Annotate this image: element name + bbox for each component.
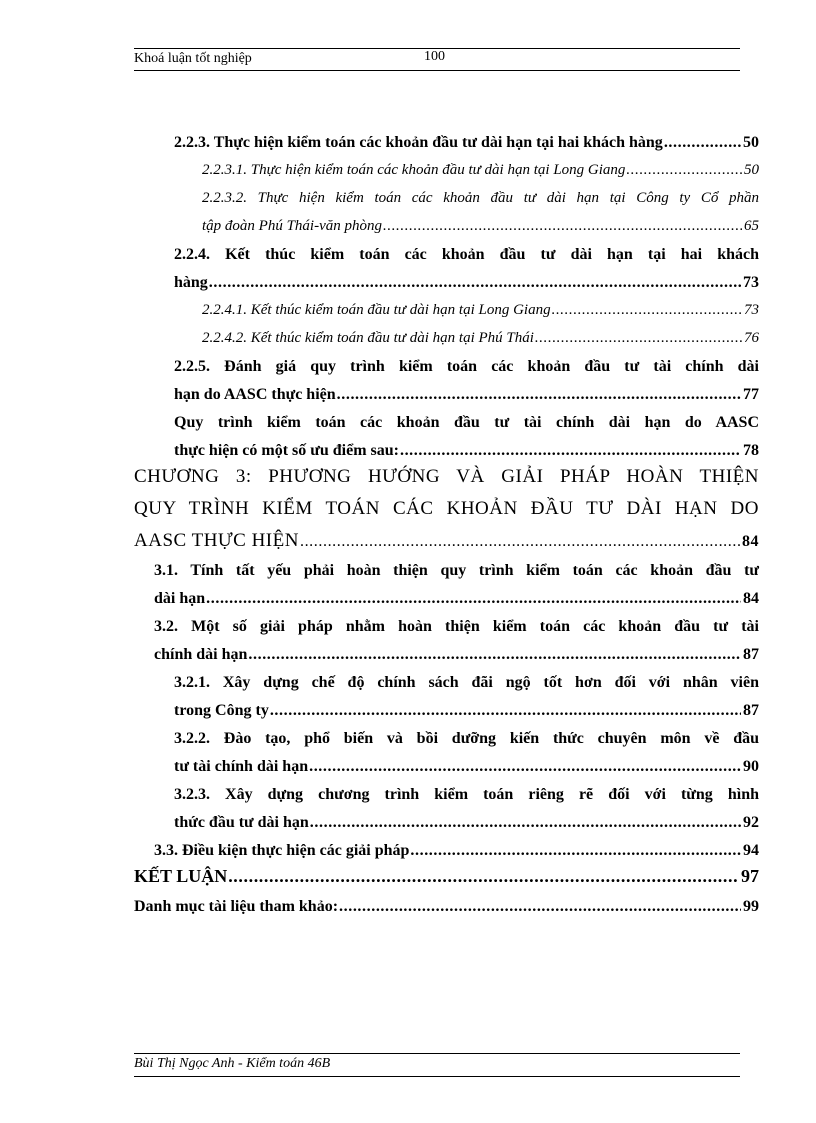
toc-leader-dots [339,898,741,916]
toc-entry-text: 2.2.3. Thực hiện kiểm toán các khoản đầu tư dài hạn tại hai khách hàng [174,134,663,151]
toc-entry-text: thực hiện có một số ưu điểm sau: [174,442,399,459]
toc-entry-text: hàng [174,274,208,291]
toc-entry-3-2-2-line1[interactable]: 3.2.2. Đào tạo, phổ biến và bồi dưỡng kiến thức chuyên môn về đầu [174,730,759,747]
toc-leader-dots [228,866,739,887]
toc-page-number: 94 [743,842,759,859]
toc-leader-dots [206,590,741,608]
toc-leader-dots [270,702,741,720]
toc-page-number: 99 [743,898,759,915]
toc-leader-dots [209,274,741,292]
toc-page-number: 84 [743,590,759,607]
toc-page-number: 73 [744,302,759,318]
toc-page-number: 78 [743,442,759,459]
toc-page-number: 50 [743,134,759,151]
toc-entry-text: chính dài hạn [154,646,248,663]
toc-entry-3-3[interactable] [154,842,759,860]
toc-entry-text: 3.3. Điều kiện thực hiện các giải pháp [154,842,410,859]
toc-entry-tai-lieu-tham-khao[interactable] [134,898,759,916]
toc-entry-2-2-3-2-line2[interactable] [202,218,759,235]
toc-entry-3-2-1-line2[interactable] [174,702,759,720]
toc-entry-text: 2.2.4.2. Kết thúc kiểm toán đầu tư dài hạn tại Phú Thái [202,330,534,346]
toc-leader-dots [626,162,742,179]
header-rule-bottom [134,70,740,71]
toc-page-number: 84 [742,533,759,550]
toc-entry-3-2-2-line2[interactable] [174,758,759,776]
toc-page-number: 77 [743,386,759,403]
toc-page-number: 76 [744,330,759,346]
toc-leader-dots [383,218,742,235]
toc-entry-text: 2.2.4.1. Kết thúc kiểm toán đầu tư dài hạn tại Long Giang [202,302,551,318]
toc-page-number: 87 [743,702,759,719]
footer-author: Bùi Thị Ngọc Anh - Kiểm toán 46B [134,1056,331,1071]
toc-entry-text: 2.2.3.1. Thực hiện kiểm toán các khoản đầu tư dài hạn tại Long Giang [202,162,626,178]
toc-leader-dots [410,842,741,860]
toc-entry-text: AASC THỰC HIỆN [134,530,299,551]
toc-page-number: 90 [743,758,759,775]
toc-entry-3-2-3-line1[interactable]: 3.2.3. Xây dựng chương trình kiểm toán riêng rẽ đối với từng hình [174,786,759,803]
toc-entry-3-1-line2[interactable] [154,590,759,608]
toc-leader-dots [535,330,742,347]
toc-entry-3-2-1-line1[interactable]: 3.2.1. Xây dựng chế độ chính sách đãi ngộ tốt hơn đối với nhân viên [174,674,759,691]
toc-leader-dots [337,386,741,404]
toc-entry-3-1-line1[interactable]: 3.1. Tính tất yếu phải hoàn thiện quy trình kiểm toán các khoản đầu tư [154,562,759,579]
toc-entry-uu-diem-line2[interactable] [174,442,759,460]
toc-entry-3-2-line2[interactable] [154,646,759,664]
toc-entry-ket-luan[interactable] [134,866,759,887]
toc-page-number: 92 [743,814,759,831]
toc-entry-text: thức đầu tư dài hạn [174,814,309,831]
toc-entry-2-2-4-line1[interactable]: 2.2.4. Kết thúc kiểm toán các khoản đầu tư dài hạn tại hai khách [174,246,759,263]
toc-entry-uu-diem-line1[interactable]: Quy trình kiểm toán các khoản đầu tư tài chính dài hạn do AASC [174,414,759,431]
footer-rule-bottom [134,1076,740,1077]
toc-entry-2-2-5-line1[interactable]: 2.2.5. Đánh giá quy trình kiểm toán các khoản đầu tư tài chính dài [174,358,759,375]
toc-entry-3-2-3-line2[interactable] [174,814,759,832]
toc-entry-2-2-5-line2[interactable] [174,386,759,404]
toc-leader-dots [300,533,740,551]
toc-entry-text: KẾT LUẬN [134,866,228,886]
toc-page-number: 50 [744,162,759,178]
header-title: Khoá luận tốt nghiệp [134,51,252,66]
toc-entry-2-2-4-1[interactable] [202,302,759,319]
toc-entry-text: tập đoàn Phú Thái-văn phòng [202,218,382,234]
toc-leader-dots [310,814,741,832]
toc-page-number: 87 [743,646,759,663]
toc-entry-text: hạn do AASC thực hiện [174,386,336,403]
footer-rule-top [134,1053,740,1054]
page-number: 100 [424,49,445,64]
toc-page-number: 65 [744,218,759,234]
toc-entry-text: tư tài chính dài hạn [174,758,309,775]
toc-entry-text: trong Công ty [174,702,269,719]
toc-leader-dots [664,134,741,152]
toc-entry-2-2-3-1[interactable] [202,162,759,179]
toc-entry-text: Danh mục tài liệu tham khảo: [134,898,339,915]
toc-entry-2-2-4-2[interactable] [202,330,759,347]
toc-leader-dots [552,302,742,319]
toc-leader-dots [400,442,741,460]
toc-leader-dots [309,758,741,776]
toc-entry-2-2-4-line2[interactable] [174,274,759,292]
toc-entry-3-2-line1[interactable]: 3.2. Một số giải pháp nhằm hoàn thiện kiểm toán các khoản đầu tư tài [154,618,759,635]
toc-entry-text: dài hạn [154,590,206,607]
toc-chapter-3-line2[interactable]: QUY TRÌNH KIỂM TOÁN CÁC KHOẢN ĐẦU TƯ DÀI HẠN DO [134,498,759,519]
toc-chapter-3-line1[interactable]: CHƯƠNG 3: PHƯƠNG HƯỚNG VÀ GIẢI PHÁP HOÀN THIỆN [134,466,759,487]
toc-chapter-3-line3[interactable] [134,530,759,552]
toc-entry-2-2-3-2-line1[interactable]: 2.2.3.2. Thực hiện kiểm toán các khoản đầu tư dài hạn tại Công ty Cổ phần [202,190,759,206]
toc-page-number: 97 [741,866,759,886]
toc-entry-2-2-3[interactable] [174,134,759,152]
toc-leader-dots [248,646,741,664]
toc-page-number: 73 [743,274,759,291]
